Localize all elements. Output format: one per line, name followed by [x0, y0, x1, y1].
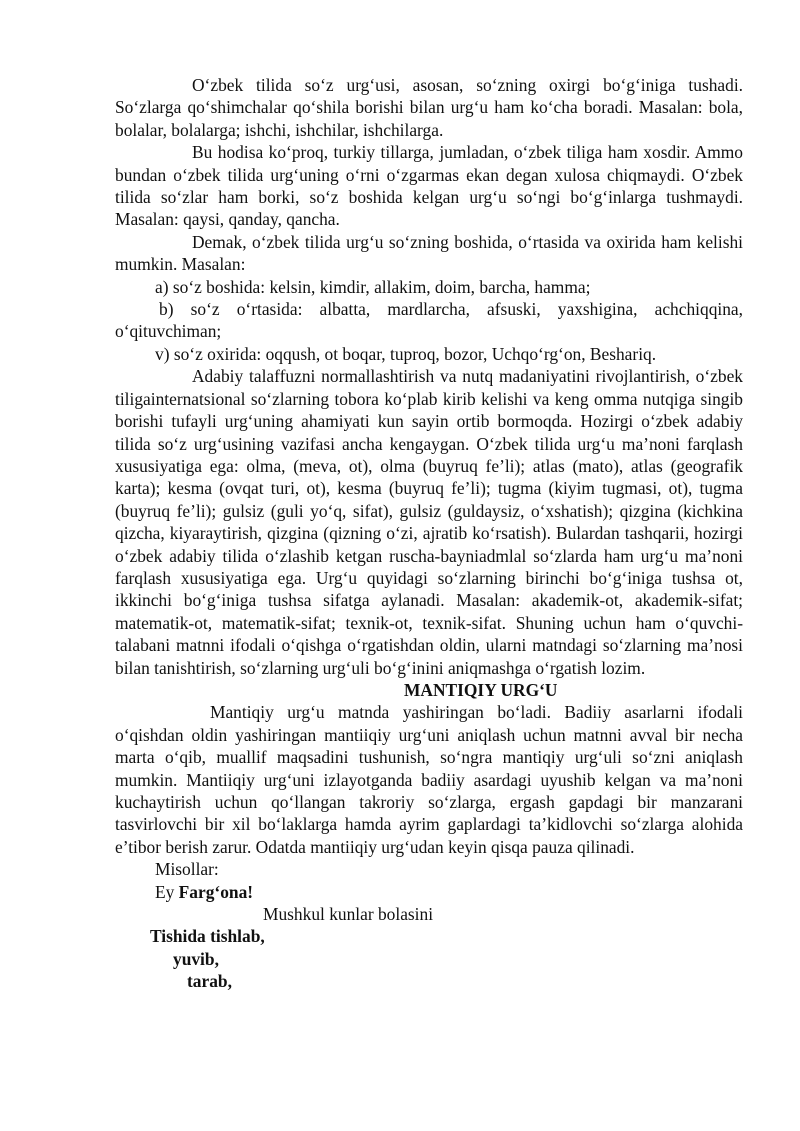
example-line-1-bold: Farg‘ona!	[178, 881, 254, 902]
paragraph-logical-stress: Mantiqiy urg‘u matnda yashiringan bo‘ladi. Badiiy asarlarni ifodali o‘qishdan oldin yashiringan mantiiqiy urg‘uni aniqlash uchun matnni avval bir necha marta o‘qib, muallif maqsadini tushunish, so‘ngra mantiqiy urg‘uli so‘zni aniqlash mumkin. Mantiiqiy urg‘uni izlayotganda badiiy asardagi uyushib kelgan va ma’noni kuchaytirish uchun qo‘llangan takroriy so‘zlarga, ergash gapdagi bir manzarani tasvirlovchi bir xil bo‘laklarga hamda ayrim gaplardagi ta’kidlovchi so‘zlarga alohida e’tibor berish zarur. Odatda mantiiqiy urg‘udan keyin qisqa pauza qilinadi.	[115, 702, 743, 857]
paragraph-word-stress: O‘zbek tilida so‘z urg‘usi, asosan, so‘zning oxirgi bo‘g‘iniga tushadi. So‘zlarga qo‘shimchalar qo‘shila borishi bilan urg‘u ham ko‘cha boradi. Masalan: bola, bolalar, bolalarga; ishchi, ishchilar, ishchilarga.	[115, 75, 743, 140]
example-line-1-prefix: Ey	[155, 881, 179, 902]
list-item-v: v) so‘z oxirida: oqqush, ot boqar, tuproq, bozor, Uchqo‘rg‘on, Beshariq.	[155, 343, 657, 364]
paragraph-literary-pronunciation: Adabiy talaffuzni normallashtirish va nutq madaniyatini rivojlantirish, o‘zbek tiligainternatsional so‘zlarning tobora ko‘plab kirib kelishi va keng omma nutqiga singib borishi tufayli urg‘uning ahamiyati kun sayin ortib bormoqda. Hozirgi o‘zbek adabiy tilida so‘z urg‘usining vazifasi ancha kengaygan. O‘zbek tilida urg‘u ma’noni farqlash xususiyatiga ega: olma, (meva, ot), olma (buyruq fe’li); atlas (mato), atlas (geografik karta); kesma (ovqat turi, ot), kesma (buyruq fe’li); tugma (kiyim tugmasi, ot), tugma (buyruq fe’li); gulsiz (guli yo‘q, sifat), gulsiz (guldaysiz, o‘xshatish); qizgina (kichkina qizcha, kiyaraytirish, qizgina (qizning o‘zi, ajratib ko‘rsatish). Bulardan tashqarii, hozirgi o‘zbek adabiy tilida o‘zlashib ketgan ruscha-bayniadmlal so‘zlarda ham urg‘u ma’noni farqlash xususiyatiga ega. Urg‘u quyidagi so‘zlarning birinchi bo‘g‘iniga tushsa ot, ikkinchi bo‘g‘iniga tushsa sifatga aylanadi. Masalan: akademik-ot, akademik-sifat; matematik-ot, matematik-sifat; texnik-ot, texnik-sifat. Shuning uchun ham o‘quvchi-talabani matnni ifodali o‘qishga o‘rgatishdan oldin, ularni matndagi so‘zlarning ma’nosi bilan tanishtirish, so‘zlarning urg‘uli bo‘g‘inini aniqmashga o‘rgatish lozim.	[115, 366, 743, 678]
example-line-4: yuvib,	[173, 948, 219, 969]
list-item-b: b) so‘z o‘rtasida: albatta, mardlarcha, afsuski, yaxshigina, achchiqqina, o‘qituvchiman;	[115, 299, 743, 342]
example-line-2: Mushkul kunlar bolasini	[263, 904, 434, 925]
list-item-a: a) so‘z boshida: kelsin, kimdir, allakim, doim, barcha, hamma;	[155, 276, 591, 297]
section-heading: MANTIQIY URG‘U	[404, 679, 558, 700]
paragraph-stress-positions: Demak, o‘zbek tilida urg‘u so‘zning boshida, o‘rtasida va oxirida ham kelishi mumkin. Masalan:	[115, 231, 743, 275]
example-line-5: tarab,	[187, 971, 232, 992]
document-page	[115, 74, 743, 993]
paragraph-turkic-languages: Bu hodisa ko‘proq, turkiy tillarga, jumladan, o‘zbek tiliga ham xosdir. Ammo bundan o‘zbek tilida urg‘uning o‘rni o‘zgarmas ekan degan xulosa chiqmaydi. O‘zbek tilida so‘zlar ham borki, so‘z boshida kelgan urg‘u so‘ngi bo‘g‘inlarga tushmaydi. Masalan: qaysi, qanday, qancha.	[115, 142, 743, 230]
examples-label: Misollar:	[155, 859, 219, 880]
example-line-3: Tishida tishlab,	[150, 926, 265, 947]
example-line-1	[115, 881, 743, 903]
